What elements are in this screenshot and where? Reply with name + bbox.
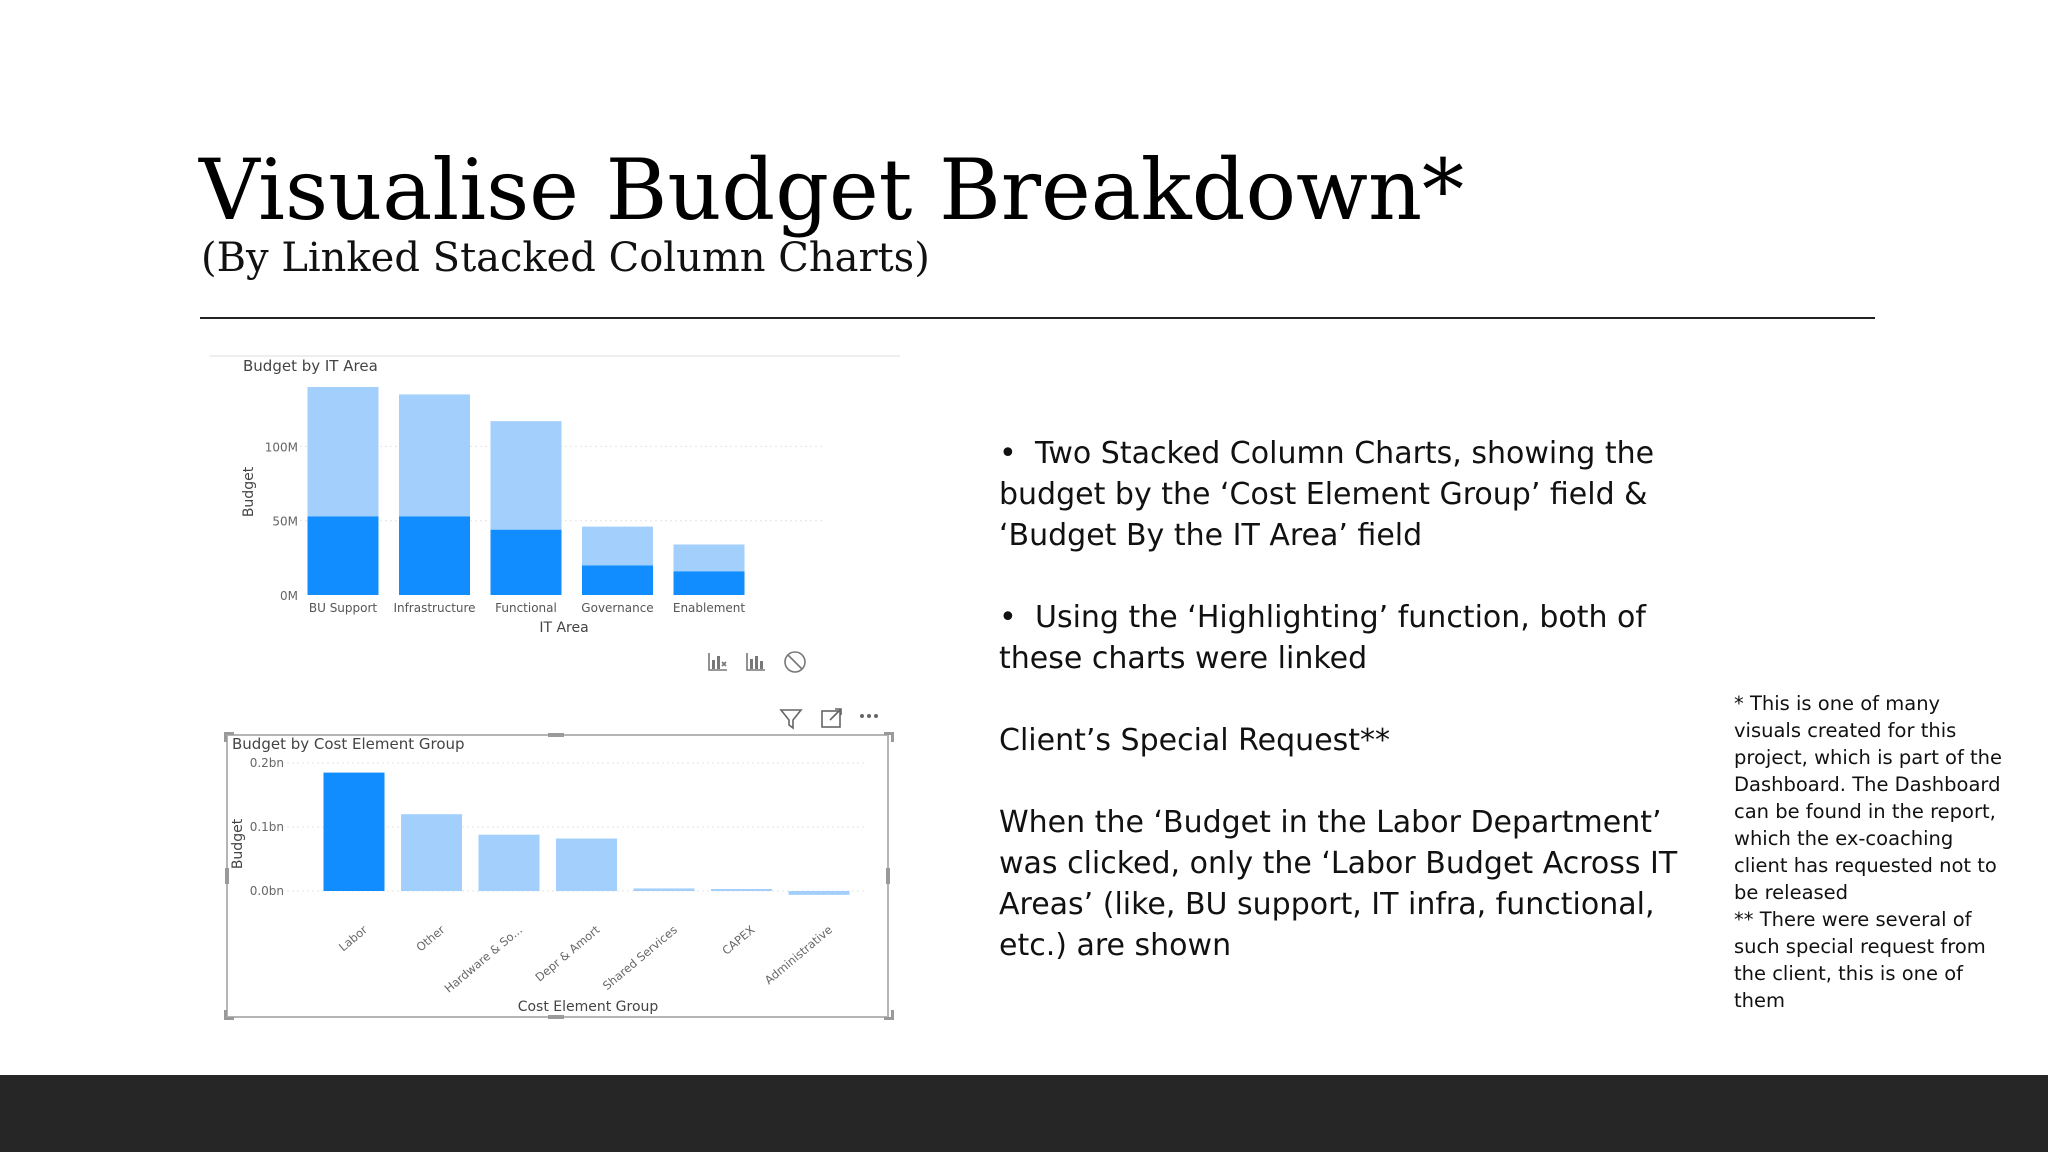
footnotes (1734, 690, 2004, 1014)
chart1-y-axis-title: Budget (241, 466, 257, 518)
y-tick-label: 0.2bn (249, 756, 284, 770)
x-tick-label: Enablement (672, 601, 746, 615)
y-tick-label: 50M (272, 514, 298, 529)
x-tick-label: Other (413, 922, 448, 955)
bar-segment-highlighted[interactable] (674, 571, 745, 595)
bar-segment-highlighted[interactable] (582, 565, 653, 595)
bar-base[interactable] (479, 835, 540, 891)
bullet-item: • Using the ‘Highlighting’ function, both of these charts were linked (999, 597, 1679, 679)
bar-highlighted[interactable] (324, 773, 385, 891)
clear-icon[interactable] (785, 652, 805, 672)
bullet-marker: • (999, 600, 1017, 635)
x-tick-label: Governance (581, 601, 654, 615)
budget-by-cost-element-group-visual[interactable] (224, 700, 894, 1025)
bar-segment-base[interactable] (582, 527, 653, 566)
chart1-x-axis-title: IT Area (539, 620, 589, 636)
slide-body (999, 433, 1679, 966)
footnote-2: ** There were several of such special request from the client, this is one of them (1734, 908, 1986, 1012)
chart1-title: Budget by IT Area (243, 357, 378, 375)
bar-segment-highlighted[interactable] (491, 530, 562, 595)
special-request-text: When the ‘Budget in the Labor Department’ was clicked, only the ‘Labor Budget Across IT Areas’ (like, BU support, IT infra, functional, etc.) are shown (999, 805, 1678, 963)
footer-bar (0, 1075, 2048, 1152)
title-divider (200, 317, 1875, 319)
bar-base[interactable] (634, 888, 695, 891)
budget-by-it-area-chart[interactable] (210, 345, 910, 685)
drill-up-icon[interactable] (706, 651, 728, 673)
x-tick-label: Shared Services (599, 922, 680, 993)
drill-down-icon[interactable] (745, 651, 767, 673)
special-request-heading: Client’s Special Request** (999, 723, 1391, 758)
bar-segment-base[interactable] (491, 421, 562, 529)
bar-base[interactable] (401, 814, 462, 891)
bullet-marker: • (999, 436, 1017, 471)
bar-base[interactable] (556, 839, 617, 891)
y-tick-label: 0.1bn (249, 820, 284, 834)
more-options-icon[interactable] (860, 714, 878, 718)
x-tick-label: Labor (336, 922, 370, 955)
budget-by-it-area-visual[interactable] (210, 345, 910, 685)
x-tick-label: BU Support (308, 601, 378, 615)
bar-segment-highlighted[interactable] (308, 516, 379, 595)
bar-base[interactable] (789, 891, 850, 895)
budget-by-cost-element-group-chart[interactable] (224, 700, 894, 1025)
footnote-1: * This is one of many visuals created for this project, which is part of the Dashboard. The Dashboard can be found in the report, which the ex-coaching client has requested not to be released (1734, 692, 2003, 904)
x-tick-label: Functional (495, 601, 557, 615)
slide-subtitle: (By Linked Stacked Column Charts) (201, 235, 930, 281)
bullet-item: • Two Stacked Column Charts, showing the budget by the ‘Cost Element Group’ field & ‘Budget By the IT Area’ field (999, 433, 1679, 556)
y-tick-label: 100M (264, 440, 298, 455)
x-tick-label: Administrative (761, 922, 835, 988)
bar-segment-highlighted[interactable] (399, 516, 470, 595)
filter-icon[interactable] (781, 710, 801, 728)
focus-mode-icon[interactable] (822, 709, 841, 727)
chart2-title: Budget by Cost Element Group (232, 735, 465, 753)
slide-title: Visualise Budget Breakdown* (199, 141, 1465, 239)
bar-segment-base[interactable] (674, 544, 745, 571)
y-tick-label: 0.0bn (249, 884, 284, 898)
bar-segment-base[interactable] (399, 394, 470, 516)
x-tick-label: Depr & Amort (532, 922, 603, 985)
x-tick-label: Infrastructure (393, 601, 476, 615)
x-tick-label: CAPEX (719, 922, 758, 958)
bar-segment-base[interactable] (308, 387, 379, 516)
chart2-x-axis-title: Cost Element Group (517, 999, 659, 1015)
x-tick-label: Hardware & So... (441, 922, 525, 996)
y-tick-label: 0M (280, 589, 298, 603)
bar-base[interactable] (711, 889, 772, 891)
chart2-y-axis-title: Budget (230, 818, 246, 870)
